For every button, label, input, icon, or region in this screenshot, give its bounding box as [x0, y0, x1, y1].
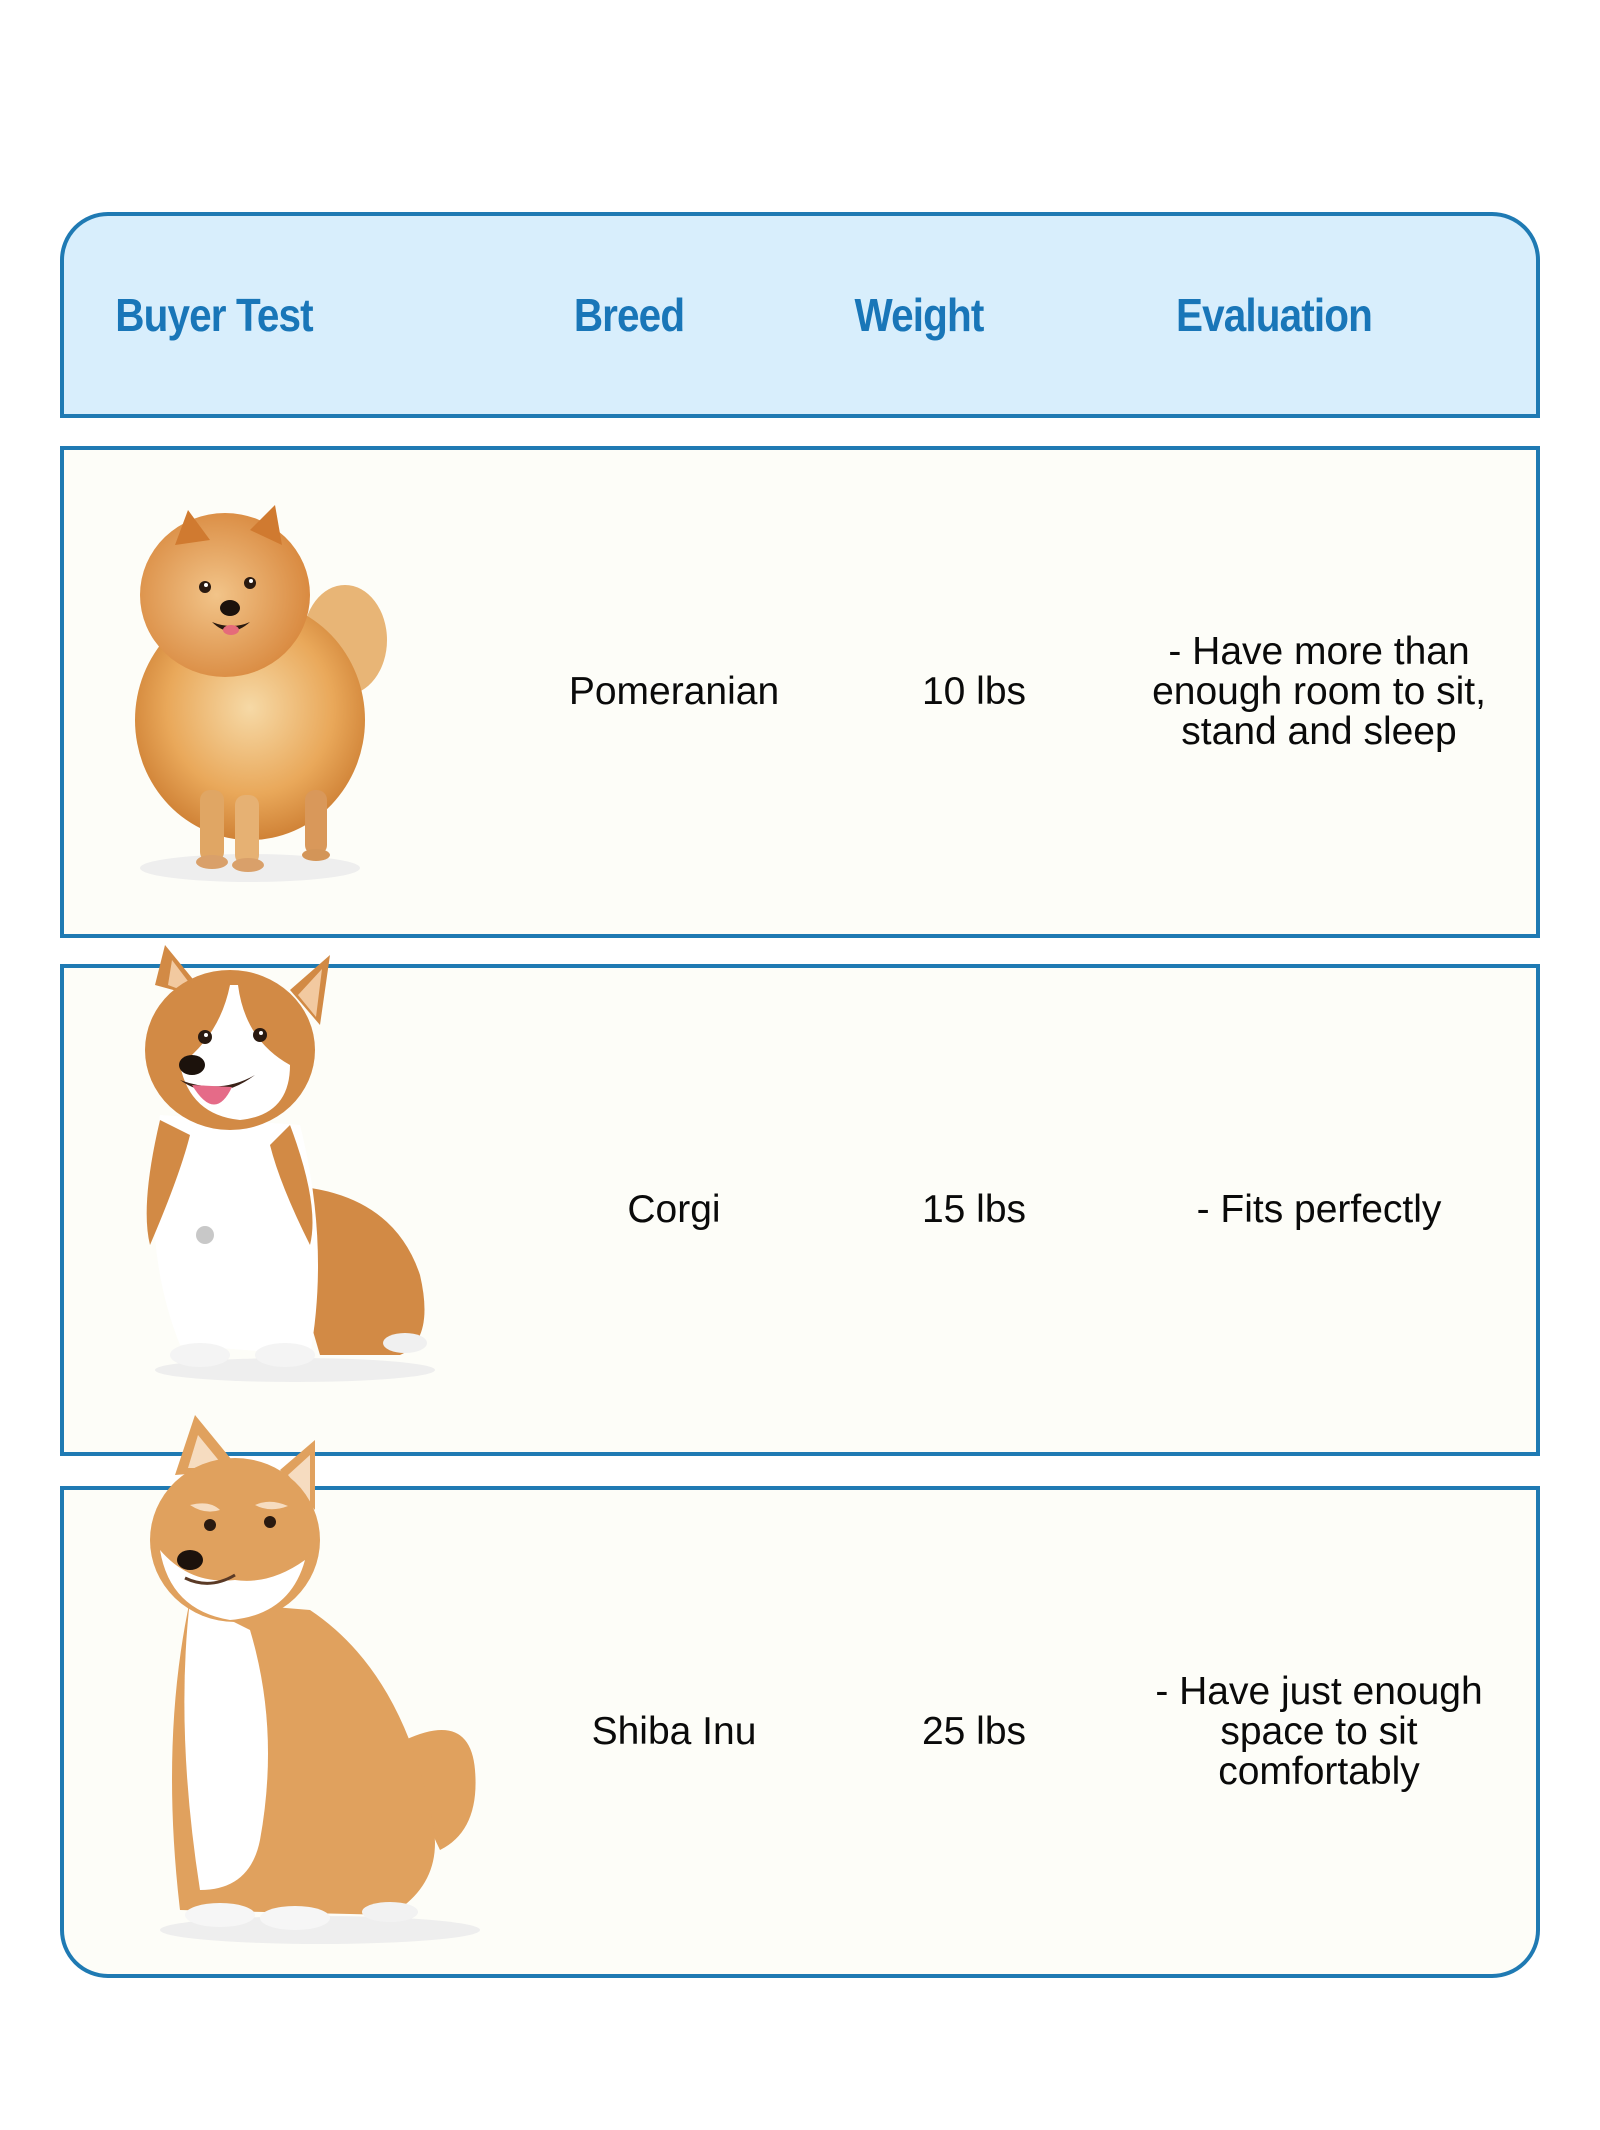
header-weight: Weight: [854, 289, 984, 341]
table-header: [60, 212, 1540, 418]
evaluation-line: space to sit: [1220, 1710, 1418, 1753]
pomeranian-image: [100, 490, 400, 890]
evaluation-cell: [1109, 1490, 1529, 1974]
evaluation-line: enough room to sit,: [1152, 670, 1486, 713]
shiba-inu-image: [130, 1410, 490, 1950]
evaluation-line: - Fits perfectly: [1196, 1188, 1442, 1231]
header-breed: Breed: [573, 289, 685, 341]
evaluation-line: - Have just enough: [1155, 1670, 1483, 1713]
weight-cell: 25 lbs: [921, 1710, 1027, 1753]
corgi-image: [120, 945, 450, 1385]
breed-cell: Corgi: [627, 1188, 721, 1231]
evaluation-line: comfortably: [1218, 1750, 1420, 1793]
header-evaluation: Evaluation: [1176, 289, 1372, 341]
weight-cell: 10 lbs: [921, 670, 1027, 713]
evaluation-cell: [1109, 968, 1529, 1452]
header-buyer-test: Buyer Test: [115, 289, 313, 341]
breed-cell: Pomeranian: [568, 670, 780, 713]
evaluation-line: - Have more than: [1168, 630, 1470, 673]
evaluation-cell: [1109, 450, 1529, 934]
breed-cell: Shiba Inu: [591, 1710, 757, 1753]
evaluation-line: stand and sleep: [1181, 710, 1457, 753]
weight-cell: 15 lbs: [921, 1188, 1027, 1231]
